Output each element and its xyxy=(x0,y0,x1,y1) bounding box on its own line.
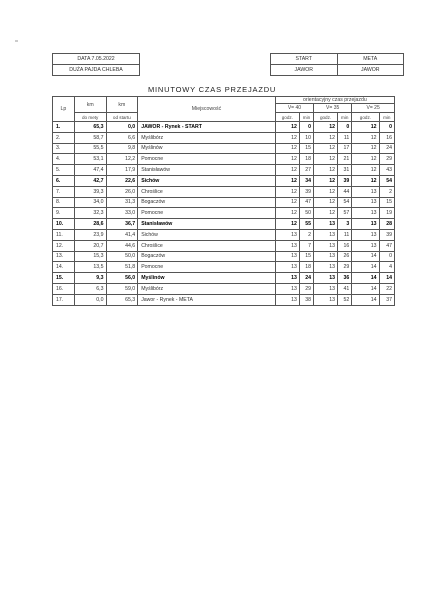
row-lp: 1. xyxy=(53,122,75,133)
row-km-start: 56,0 xyxy=(106,273,138,284)
row-hour: 12 xyxy=(314,175,338,186)
row-hour: 12 xyxy=(314,186,338,197)
header-km-meta: km xyxy=(74,97,106,113)
row-hour: 12 xyxy=(275,143,299,154)
row-lp: 16. xyxy=(53,283,75,294)
row-km-start: 26,0 xyxy=(106,186,138,197)
row-hour: 12 xyxy=(275,219,299,230)
row-minute: 3 xyxy=(338,219,352,230)
table-row xyxy=(53,197,395,208)
table-row xyxy=(53,175,395,186)
row-hour: 12 xyxy=(275,132,299,143)
row-hour: 12 xyxy=(275,208,299,219)
row-km-meta: 47,4 xyxy=(74,165,106,176)
row-km-start: 17,9 xyxy=(106,165,138,176)
row-minute: 7 xyxy=(299,240,313,251)
header-time-group: orientacyjny czas przejazdu xyxy=(275,97,394,104)
table-row xyxy=(53,132,395,143)
row-minute: 47 xyxy=(379,240,394,251)
table-row xyxy=(53,273,395,284)
header-min: min xyxy=(299,113,313,122)
row-hour: 13 xyxy=(314,262,338,273)
row-km-start: 0,0 xyxy=(106,122,138,133)
table-row xyxy=(53,208,395,219)
row-hour: 12 xyxy=(275,165,299,176)
row-lp: 11. xyxy=(53,229,75,240)
table-row xyxy=(53,262,395,273)
row-km-start: 12,2 xyxy=(106,154,138,165)
row-place: Myślibórz xyxy=(138,283,276,294)
row-hour: 13 xyxy=(275,273,299,284)
row-place: Bogaczów xyxy=(138,251,276,262)
row-hour: 12 xyxy=(352,154,379,165)
table-row xyxy=(53,154,395,165)
row-minute: 4 xyxy=(379,262,394,273)
row-hour: 12 xyxy=(275,197,299,208)
row-minute: 29 xyxy=(338,262,352,273)
table-body xyxy=(53,122,395,306)
header-min: min xyxy=(379,113,394,122)
row-hour: 13 xyxy=(352,208,379,219)
row-km-start: 44,6 xyxy=(106,240,138,251)
row-km-meta: 13,5 xyxy=(74,262,106,273)
row-hour: 13 xyxy=(352,197,379,208)
row-hour: 13 xyxy=(314,273,338,284)
row-minute: 52 xyxy=(338,294,352,305)
table-row xyxy=(53,229,395,240)
row-hour: 12 xyxy=(352,122,379,133)
row-minute: 38 xyxy=(299,294,313,305)
header-godz: godz. xyxy=(352,113,379,122)
row-hour: 14 xyxy=(352,251,379,262)
row-hour: 14 xyxy=(352,273,379,284)
row-minute: 0 xyxy=(379,122,394,133)
row-hour: 12 xyxy=(275,122,299,133)
row-minute: 43 xyxy=(379,165,394,176)
event-date: DATA 7.05.2022 xyxy=(53,54,140,65)
row-place: Sichów xyxy=(138,175,276,186)
row-hour: 12 xyxy=(275,186,299,197)
row-lp: 3. xyxy=(53,143,75,154)
header-speed-25: V= 25 xyxy=(352,104,395,113)
row-lp: 14. xyxy=(53,262,75,273)
row-hour: 12 xyxy=(314,132,338,143)
row-km-start: 6,6 xyxy=(106,132,138,143)
header-km-start-sub: od startu xyxy=(106,113,138,122)
row-lp: 9. xyxy=(53,208,75,219)
row-hour: 12 xyxy=(314,197,338,208)
row-minute: 29 xyxy=(299,283,313,294)
row-lp: 2. xyxy=(53,132,75,143)
row-km-start: 36,7 xyxy=(106,219,138,230)
header-place: Miejscowość xyxy=(138,97,276,122)
row-place: JAWOR - Rynek - START xyxy=(138,122,276,133)
row-hour: 14 xyxy=(352,262,379,273)
row-km-meta: 58,7 xyxy=(74,132,106,143)
row-minute: 0 xyxy=(338,122,352,133)
row-km-meta: 23,9 xyxy=(74,229,106,240)
header-km-start: km xyxy=(106,97,138,113)
row-hour: 13 xyxy=(352,240,379,251)
row-lp: 7. xyxy=(53,186,75,197)
row-km-meta: 20,7 xyxy=(74,240,106,251)
row-lp: 13. xyxy=(53,251,75,262)
row-km-meta: 55,5 xyxy=(74,143,106,154)
row-place: Myślinów xyxy=(138,143,276,154)
row-lp: 6. xyxy=(53,175,75,186)
event-name: DUŻA PAJDA CHLEBA xyxy=(53,65,140,76)
row-place: Pomocne xyxy=(138,262,276,273)
table-row xyxy=(53,122,395,133)
row-place: Chroślice xyxy=(138,240,276,251)
row-minute: 27 xyxy=(299,165,313,176)
row-km-start: 51,8 xyxy=(106,262,138,273)
row-hour: 12 xyxy=(352,175,379,186)
row-minute: 37 xyxy=(379,294,394,305)
row-lp: 15. xyxy=(53,273,75,284)
row-km-start: 22,6 xyxy=(106,175,138,186)
row-km-start: 33,0 xyxy=(106,208,138,219)
header-km-meta-sub: do mety xyxy=(74,113,106,122)
row-hour: 13 xyxy=(275,294,299,305)
row-lp: 17. xyxy=(53,294,75,305)
row-lp: 10. xyxy=(53,219,75,230)
header-godz: godz. xyxy=(314,113,338,122)
row-minute: 10 xyxy=(299,132,313,143)
start-place: JAWOR xyxy=(271,65,338,76)
row-km-meta: 6,3 xyxy=(74,283,106,294)
row-minute: 11 xyxy=(338,229,352,240)
header-lp: Lp xyxy=(53,97,75,122)
row-lp: 12. xyxy=(53,240,75,251)
row-km-meta: 39,3 xyxy=(74,186,106,197)
row-minute: 57 xyxy=(338,208,352,219)
row-minute: 31 xyxy=(338,165,352,176)
row-minute: 39 xyxy=(379,229,394,240)
row-hour: 13 xyxy=(275,240,299,251)
header-min: min xyxy=(338,113,352,122)
row-hour: 12 xyxy=(314,154,338,165)
row-minute: 36 xyxy=(338,273,352,284)
row-minute: 26 xyxy=(338,251,352,262)
row-minute: 39 xyxy=(299,186,313,197)
row-minute: 15 xyxy=(299,143,313,154)
row-minute: 0 xyxy=(299,122,313,133)
row-minute: 17 xyxy=(338,143,352,154)
row-minute: 15 xyxy=(299,251,313,262)
row-minute: 50 xyxy=(299,208,313,219)
row-minute: 41 xyxy=(338,283,352,294)
table-row xyxy=(53,283,395,294)
row-minute: 54 xyxy=(338,197,352,208)
row-minute: 55 xyxy=(299,219,313,230)
row-minute: 24 xyxy=(379,143,394,154)
table-row xyxy=(53,165,395,176)
header-speed-40: V= 40 xyxy=(275,104,313,113)
row-km-meta: 28,6 xyxy=(74,219,106,230)
row-hour: 12 xyxy=(275,154,299,165)
row-km-meta: 9,3 xyxy=(74,273,106,284)
scan-mark xyxy=(15,40,18,42)
table-row xyxy=(53,240,395,251)
row-km-meta: 0,0 xyxy=(74,294,106,305)
table-row xyxy=(53,186,395,197)
row-hour: 12 xyxy=(314,165,338,176)
row-place: Chroślice xyxy=(138,186,276,197)
row-hour: 13 xyxy=(275,283,299,294)
row-km-meta: 34,0 xyxy=(74,197,106,208)
row-place: Bogaczów xyxy=(138,197,276,208)
header-speed-35: V= 35 xyxy=(314,104,352,113)
row-minute: 54 xyxy=(379,175,394,186)
row-lp: 5. xyxy=(53,165,75,176)
row-place: Myślibórz xyxy=(138,132,276,143)
row-hour: 12 xyxy=(352,165,379,176)
row-place: Jawor - Rynek - META xyxy=(138,294,276,305)
row-minute: 11 xyxy=(338,132,352,143)
row-minute: 16 xyxy=(338,240,352,251)
row-km-meta: 53,1 xyxy=(74,154,106,165)
row-km-meta: 42,7 xyxy=(74,175,106,186)
row-minute: 28 xyxy=(379,219,394,230)
row-lp: 4. xyxy=(53,154,75,165)
row-hour: 13 xyxy=(314,283,338,294)
row-minute: 16 xyxy=(379,132,394,143)
row-km-meta: 65,3 xyxy=(74,122,106,133)
row-hour: 13 xyxy=(352,219,379,230)
table-row xyxy=(53,219,395,230)
row-hour: 13 xyxy=(314,229,338,240)
row-hour: 14 xyxy=(352,294,379,305)
row-hour: 13 xyxy=(314,240,338,251)
table-row xyxy=(53,143,395,154)
row-minute: 0 xyxy=(379,251,394,262)
row-hour: 13 xyxy=(314,294,338,305)
row-minute: 2 xyxy=(299,229,313,240)
row-minute: 19 xyxy=(379,208,394,219)
row-place: Pomocne xyxy=(138,154,276,165)
row-hour: 13 xyxy=(275,251,299,262)
meta-label: META xyxy=(337,54,404,65)
row-hour: 13 xyxy=(275,229,299,240)
row-minute: 22 xyxy=(379,283,394,294)
timing-table xyxy=(52,96,395,306)
row-minute: 18 xyxy=(299,154,313,165)
event-info-table xyxy=(52,53,140,76)
table-row xyxy=(53,294,395,305)
start-meta-table xyxy=(270,53,404,76)
row-minute: 2 xyxy=(379,186,394,197)
row-place: Pomocne xyxy=(138,208,276,219)
row-minute: 34 xyxy=(299,175,313,186)
row-km-start: 65,3 xyxy=(106,294,138,305)
row-hour: 13 xyxy=(314,251,338,262)
row-hour: 12 xyxy=(352,143,379,154)
row-minute: 18 xyxy=(299,262,313,273)
page-title: MINUTOWY CZAS PRZEJAZDU xyxy=(148,85,277,94)
row-hour: 12 xyxy=(275,175,299,186)
row-minute: 24 xyxy=(299,273,313,284)
row-hour: 12 xyxy=(352,132,379,143)
row-hour: 12 xyxy=(314,143,338,154)
row-hour: 13 xyxy=(314,219,338,230)
row-minute: 39 xyxy=(338,175,352,186)
row-hour: 13 xyxy=(275,262,299,273)
row-hour: 12 xyxy=(314,208,338,219)
row-place: Stanisławów xyxy=(138,165,276,176)
row-km-meta: 32,3 xyxy=(74,208,106,219)
row-km-start: 31,3 xyxy=(106,197,138,208)
row-km-start: 41,4 xyxy=(106,229,138,240)
row-km-meta: 15,3 xyxy=(74,251,106,262)
row-hour: 12 xyxy=(314,122,338,133)
row-minute: 14 xyxy=(379,273,394,284)
row-km-start: 59,0 xyxy=(106,283,138,294)
start-label: START xyxy=(271,54,338,65)
row-km-start: 9,8 xyxy=(106,143,138,154)
row-hour: 14 xyxy=(352,283,379,294)
row-minute: 44 xyxy=(338,186,352,197)
row-place: Sichów xyxy=(138,229,276,240)
header-godz: godz. xyxy=(275,113,299,122)
row-lp: 8. xyxy=(53,197,75,208)
row-place: Myślinów xyxy=(138,273,276,284)
row-hour: 13 xyxy=(352,186,379,197)
row-minute: 47 xyxy=(299,197,313,208)
row-km-start: 50,0 xyxy=(106,251,138,262)
row-minute: 29 xyxy=(379,154,394,165)
row-minute: 21 xyxy=(338,154,352,165)
table-row xyxy=(53,251,395,262)
row-minute: 15 xyxy=(379,197,394,208)
meta-place: JAWOR xyxy=(337,65,404,76)
row-hour: 13 xyxy=(352,229,379,240)
row-place: Stanisławów xyxy=(138,219,276,230)
